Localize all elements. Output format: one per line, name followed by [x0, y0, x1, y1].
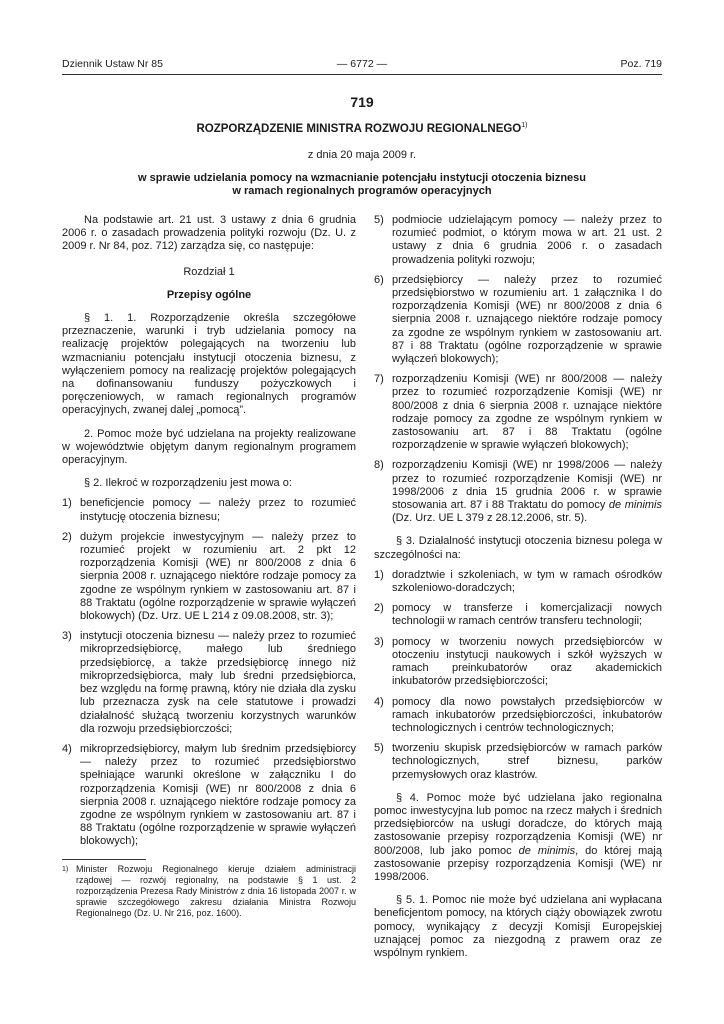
paragraph-4-text: , do której mają zastosowanie przepisy rozporządzenia Komisji (WE) nr 1998/2006.	[374, 844, 662, 883]
paragraph-4	[374, 792, 662, 884]
paragraph-4-italic: de minimis	[518, 844, 576, 857]
activity-item	[374, 602, 662, 628]
item-text: pomocy w transferze i komercjalizacji nowych technologii w ramach centrów transferu technologii;	[392, 602, 662, 628]
definition-item	[374, 373, 662, 452]
item-number: 3)	[62, 630, 72, 643]
footnote-ref: 1)	[521, 122, 528, 129]
legal-basis: Na podstawie art. 21 ust. 3 ustawy z dnia 6 grudnia 2006 r. o zasadach prowadzenia polityki rozwoju (Dz. U. z 2009 r. Nr 84, poz. 712) zarządza się, co następuje:	[62, 214, 356, 253]
activity-item	[374, 696, 662, 736]
footnote-rule	[62, 859, 146, 860]
item-text: podmiocie udzielającym pomocy — należy przez to rozumieć podmiot, o którym mowa w art. 21 ust. 2 ustawy z dnia 6 grudnia 2006 r. o zasadach prowadzenia polityki rozwoju;	[392, 214, 662, 266]
item-number: 5)	[374, 214, 384, 226]
header-rule	[62, 74, 662, 75]
chapter-heading: Rozdział 1	[183, 265, 235, 278]
item-number: 1)	[62, 497, 72, 510]
act-subject-line: w ramach regionalnych programów operacyjnych	[232, 185, 492, 197]
definition-item	[62, 497, 356, 523]
item-text: rozporządzeniu Komisji (WE) nr 800/2008 — należy przez to rozumieć rozporządzenie Komisji (WE) nr 800/2008 z dnia 6 sierpnia 2008 r. uznające niektóre rodzaje pomocy za zgodne ze wspólnym rynkiem w zastosowaniu art. 87 i 88 Traktatu (ogólne rozporządzenie w sprawie wyłączeń blokowych);	[392, 373, 662, 452]
item-text: pomocy w tworzeniu nowych przedsiębiorców w otoczeniu instytucji naukowych i szkół wyższych w ramach preinkubatorów oraz akademickich inkubatorów przedsiębiorczości;	[392, 635, 662, 688]
act-date: z dnia 20 maja 2009 r.	[307, 149, 417, 161]
footnote-mark: 1)	[62, 865, 69, 873]
journal-name: Dziennik Ustaw Nr 85	[62, 58, 163, 70]
item-text: doradztwie i szkoleniach, w tym w ramach ośrodków szkoleniowo-doradczych;	[392, 568, 662, 595]
act-subject	[62, 172, 662, 198]
paragraph-3: § 3. Działalność instytucji otoczenia biznesu polega w szczególności na:	[374, 535, 662, 561]
item-number: 5)	[374, 742, 384, 755]
definition-item	[62, 630, 356, 736]
footnote-text: Minister Rozwoju Regionalnego kieruje działem administracji rządowej — rozwój regionalny, na podstawie § 1 ust. 2 rozporządzenia Prezesa Rady Ministrów z dnia 16 listopada 2007 r. w sprawie szczegółowego zakresu działania Ministra Rozwoju Regionalnego (Dz. U. Nr 216, poz. 1600).	[76, 863, 356, 919]
item-text: dużym projekcie inwestycyjnym — należy przez to rozumieć projekt w rozumieniu art. 2 pkt 12 rozporządzenia Komisji (WE) nr 800/2008 z dnia 6 sierpnia 2008 r. uznającego niektóre rodzaje pomocy za zgodne ze wspólnym rynkiem w zastosowaniu art. 87 i 88 Traktatu (ogólne rozporządzenie w sprawie wyłączeń blokowych) (Dz. Urz. UE L 214 z 09.08.2008, str. 3);	[80, 530, 356, 623]
item-number: 8)	[374, 459, 384, 472]
paragraph-2: § 2. Ilekroć w rozporządzeniu jest mowa o:	[84, 477, 292, 490]
act-title-text: ROZPORZĄDZENIE MINISTRA ROZWOJU REGIONALNEGO	[196, 123, 522, 135]
item-text-part: rozporządzeniu Komisji (WE) nr 1998/2006 — należy przez to rozumieć rozporządzenie Komisji (WE) nr 1998/2006 z dnia 15 grudnia 2006 r. w sprawie stosowania art. 87 i 88 Traktatu do pomocy	[392, 459, 662, 512]
act-subject-line: w sprawie udzielania pomocy na wzmacnianie potencjału instytucji otoczenia biznesu	[137, 172, 587, 184]
running-header	[62, 58, 662, 72]
paragraph-1-2: 2. Pomoc może być udzielana na projekty realizowane w województwie objętym danym regionalnym programem operacyjnym.	[62, 427, 356, 467]
footnote	[62, 864, 356, 920]
position-number: Poz. 719	[620, 58, 662, 70]
item-number: 6)	[374, 273, 384, 286]
item-text: instytucji otoczenia biznesu — należy przez to rozumieć mikroprzedsiębiorcę, małego lub średniego przedsiębiorcę, a także przedsiębiorcę innego niż mikroprzedsiębiorca, mały lub średni przedsiębiorca, bez względu na formę prawną, który nie działa dla zysku lub przeznacza zysk na cele statutowe i prowadzi działalność służącą tworzeniu korzystnych warunków dla rozwoju przedsiębiorczości;	[80, 630, 356, 735]
item-text-italic: de minimis	[608, 499, 662, 512]
definition-item	[374, 274, 662, 366]
right-column	[374, 214, 662, 967]
paragraph-5-1: § 5. 1. Pomoc nie może być udzielana ani wypłacana beneficjentom pomocy, na których ciąży obowiązek zwrotu pomocy, wynikający z decyzji Komisji Europejskiej uznającej pomoc za niezgodną z prawem oraz ze wspólnym rynkiem.	[374, 894, 662, 959]
item-number: 7)	[374, 373, 384, 386]
activity-item	[374, 569, 662, 595]
item-text: pomocy dla nowo powstałych przedsiębiorców w ramach inkubatorów przedsiębiorczości, inkubatorów technologicznych i centrów technologicznych;	[392, 695, 662, 734]
item-number: 4)	[62, 742, 72, 755]
definition-item	[62, 531, 356, 623]
act-number: 719	[350, 94, 374, 110]
definition-item	[62, 743, 356, 849]
chapter-title: Przepisy ogólne	[166, 288, 252, 301]
page-number: — 6772 —	[336, 58, 388, 70]
item-text	[392, 459, 662, 525]
activity-item	[374, 636, 662, 689]
item-text: przedsiębiorcy — należy przez to rozumieć przedsiębiorstwo w rozumieniu art. 1 załącznika I do rozporządzenia Komisji (WE) nr 800/2008 z dnia 6 sierpnia 2008 r. uznającego niektóre rodzaje pomocy za zgodne ze wspólnym rynkiem w zastosowaniu art. 87 i 88 Traktatu (ogólne rozporządzenie w sprawie wyłączeń blokowych);	[392, 273, 662, 366]
paragraph-4-text: § 4. Pomoc może być udzielana jako regionalna pomoc inwestycyjna lub pomoc na rzecz małych i średnich przedsiębiorców na usługi doradcze, do których mają zastosowanie przepisy rozporządzenia Komisji (WE) nr 800/2008, lub jako pomoc	[374, 791, 662, 857]
item-text: mikroprzedsiębiorcy, małym lub średnim przedsiębiorcy — należy przez to rozumieć przedsiębiorstwo spełniające warunki określone w załączniku I do rozporządzenia Komisji (WE) nr 800/2008 z dnia 6 sierpnia 2008 r. uznającego niektóre rodzaje pomocy za zgodne ze wspólnym rynkiem w zastosowaniu art. 87 i 88 Traktatu (ogólne rozporządzenie w sprawie wyłączeń blokowych);	[80, 742, 356, 848]
item-number: 3)	[374, 635, 384, 648]
activity-item	[374, 742, 662, 782]
item-text-part: (Dz. Urz. UE L 379 z 28.12.2006, str. 5).	[392, 512, 588, 525]
act-title	[62, 122, 662, 135]
item-text: tworzeniu skupisk przedsiębiorców w ramach parków technologicznych, stref biznesu, parków przemysłowych oraz klastrów.	[392, 742, 662, 781]
definition-item	[374, 459, 662, 525]
paragraph-1-1: § 1. 1. Rozporządzenie określa szczegółowe przeznaczenie, warunki i tryb udzielania pomocy na realizację projektów polegających na tworzeniu lub wzmacnianiu potencjału instytucji otoczenia biznesu, z wyłączeniem pomocy na realizację projektów polegających na dofinansowaniu funduszy pożyczkowych i poręczeniowych, w ramach regionalnych programów operacyjnych, zwanej dalej „pomocą”.	[62, 312, 356, 417]
left-column	[62, 214, 356, 920]
item-text: beneficjencie pomocy — należy przez to rozumieć instytucję otoczenia biznesu;	[80, 497, 356, 523]
item-number: 1)	[374, 568, 384, 581]
item-number: 2)	[374, 602, 384, 615]
item-number: 4)	[374, 695, 384, 708]
item-number: 2)	[62, 530, 72, 543]
definition-item	[374, 214, 662, 267]
